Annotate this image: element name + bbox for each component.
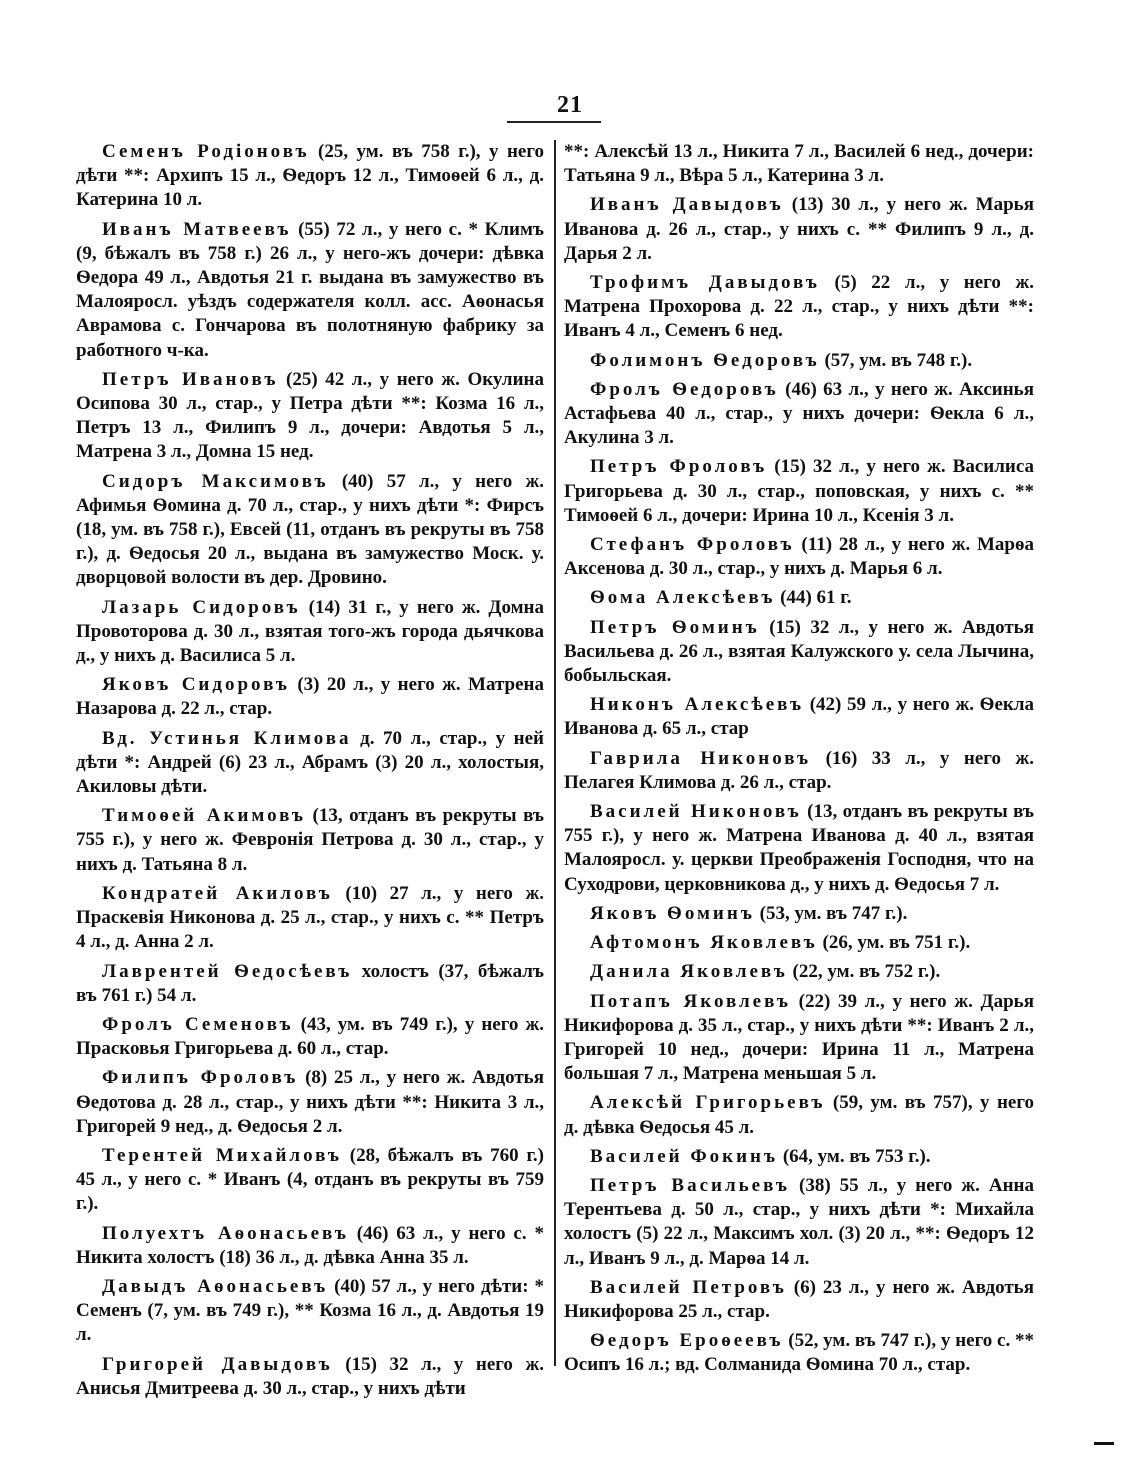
person-name: Потапъ Яковлевъ [590,990,791,1012]
person-name: Афтомонъ Яковлевъ [590,932,818,954]
census-entry [76,140,544,213]
census-entry [564,533,1034,581]
person-name: Вд. Устинья Климова [102,727,352,749]
entry-text: (15) 32 л., у него ж. Авдотья Васильева д. 26 л., взятая Калужского у. села Лычина, бобыльская. [564,616,1034,687]
entry-text: (10) 27 л., у него ж. Праскевія Никонова д. 25 л., стар., у нихъ с. ** Петръ 4 л., д. Анна 2 л. [76,882,544,953]
census-entry [76,960,544,1008]
census-entry [564,349,1034,373]
entry-text: (16) 33 л., у него ж. Пелагея Климова д. 26 л., стар. [564,747,1034,793]
person-name: Давыдъ Аѳонасьевъ [102,1275,329,1297]
census-entry [76,368,544,465]
census-entry [564,902,1034,926]
entry-text: (6) 23 л., у него ж. Авдотья Никифорова 25 л., стар. [564,1276,1034,1322]
entry-text: (44) 61 г. [775,587,852,609]
person-name: Алексѣй Григорьевъ [590,1092,826,1114]
census-entry [564,960,1034,984]
person-name: Никонъ Алексѣевъ [590,694,805,716]
census-entry [564,1174,1034,1271]
person-name: Кондратей Акиловъ [102,882,333,904]
page-number: 21 [557,92,583,118]
entry-text: (13, отданъ въ рекруты въ 755 г.), у него ж. Матрена Иванова д. 40 л., взятая Малояросл. у. церкви Преображенія Господня, что на Суходрови, церковникова д., у нихъ д. Ѳедосья 7 л. [564,801,1034,895]
census-entry [564,455,1034,528]
entry-text: (59, ум. въ 757), у него д. дѣвка Ѳедосья 45 л. [564,1092,1034,1138]
person-name: Василей Фокинъ [590,1145,779,1167]
person-name: Петръ Ѳоминъ [590,616,760,638]
entry-text: (15) 32 л., у него ж. Анисья Дмитреева д. 30 л., стар., у нихъ дѣти [76,1353,544,1399]
census-entry [564,1145,1034,1169]
person-name: Гаврила Никоновъ [590,747,812,769]
person-name: Петръ Фроловъ [590,456,768,478]
entry-text: (15) 32 л., у него ж. Василиса Григорьева д. 30 л., стар., поповская, у нихъ с. ** Тимоѳей 6 л., дочери: Ирина 10 л., Ксенія 3 л. [564,456,1035,526]
entry-text: (25) 42 л., у него ж. Окулина Осипова 30 л., стар., у Петра дѣти **: Козма 16 л., Петръ 13 л., Филипъ 9 л., дочери: Авдотья 5 л., Матрена 3 л., Домна 15 нед. [76,368,544,463]
person-name: Семенъ Родіоновъ [102,141,310,162]
census-entry [76,596,544,669]
person-name: Филипъ Фроловъ [102,1067,299,1089]
census-entry [564,193,1034,266]
person-name: Лаврентей Ѳедосѣевъ [102,960,353,982]
person-name: Трофимъ Давыдовъ [590,272,820,294]
left-column [76,140,544,1406]
census-entry [76,1353,544,1401]
census-entry [564,586,1034,610]
entry-text: (64, ум. въ 753 г.). [778,1145,931,1167]
census-entry [76,882,544,955]
person-name: Фролъ Ѳедоровъ [590,378,779,400]
person-name: Петръ Ивановъ [102,368,279,390]
census-entry [564,1091,1034,1139]
person-name: Ѳома Алексѣевъ [590,587,776,609]
census-entry [76,727,544,800]
census-entry [564,1329,1034,1377]
person-name: Стефанъ Фроловъ [590,534,795,556]
page-edge-mark [1094,1442,1114,1445]
right-column [564,140,1034,1383]
census-entry [564,931,1034,955]
entry-text: (8) 25 л., у него ж. Авдотья Ѳедотова д. 28 л., стар., у нихъ дѣти **: Никита 3 л., Григорей 9 нед., д. Ѳедосья 2 л. [76,1067,544,1137]
entry-text: (40) 57 л., у него дѣти: * Семенъ (7, ум. въ 749 г.), ** Козма 16 л., д. Авдотья 19 л. [76,1275,544,1346]
person-name: Григорей Давыдовъ [102,1353,333,1375]
census-entry [76,1275,544,1348]
entry-text: (43, ум. въ 749 г.), у него ж. Прасковья Григорьева д. 60 л., стар. [76,1013,544,1060]
census-entry [76,804,544,877]
entry-text: (3) 20 л., у него ж. Матрена Назарова д. 22 л., стар. [76,674,544,720]
person-name: Василей Никоновъ [590,801,802,823]
person-name: Василей Петровъ [590,1276,787,1298]
entry-text: (13, отданъ въ рекруты въ 755 г.), у него ж. Февронія Петрова д. 30 л., стар., у нихъ д. Татьяна 8 л. [76,805,544,875]
entry-text: (42) 59 л., у него ж. Ѳекла Иванова д. 65 л., стар [564,694,1034,740]
entry-text: (57, ум. въ 748 г.). [819,349,973,371]
column-divider [554,140,556,1366]
person-name: Иванъ Давыдовъ [590,194,784,216]
census-entry [76,1013,544,1061]
person-name: Яковъ Ѳоминъ [590,902,755,924]
entry-text: **: Алексѣй 13 л., Никита 7 л., Василей 6 нед., дочери: Татьяна 9 л., Вѣра 5 л., Катерина 3 л. [564,141,1034,187]
census-entry [564,693,1034,741]
entry-text: (25, ум. въ 758 г.), у него дѣти **: Архипъ 15 л., Ѳедоръ 12 л., Тимоѳей 6 л., д. Катерина 10 л. [76,141,544,211]
entry-text: (40) 57 л., у него ж. Афимья Ѳомина д. 70 л., стар., у нихъ дѣти *: Фирсъ (18, ум. въ 758 г.), Евсей (11, отданъ въ рекруты въ 758 г.), д. Ѳедосья 20 л., выдана въ замужество Моск. у. дворцовой волости въ дер. Дровино. [76,470,544,589]
person-name: Яковъ Сидоровъ [102,674,290,696]
census-entry [564,990,1034,1087]
person-name: Иванъ Матвеевъ [102,218,292,240]
entry-text: д. 70 л., стар., у ней дѣти *: Андрей (6) 23 л., Абрамъ (3) 20 л., холостыя, Акиловы дѣти. [76,727,544,798]
person-name: Петръ Васильевъ [590,1174,790,1196]
entry-text: (55) 72 л., у него с. * Климъ (9, бѣжалъ въ 758 г.) 26 л., у него-жъ дочери: дѣвка Ѳедора 49 л., Авдотья 21 г. выдана въ замужество въ Малояросл. уѣздъ содержателя колл. асс. Аѳонасья Аврамова с. Гончарова въ полотняную фабрику за работного ч-ка. [76,218,544,361]
census-entry [564,616,1034,689]
person-name: Полуехтъ Аѳонасьевъ [102,1222,349,1244]
entry-text: (52, ум. въ 747 г.), у него с. ** Осипъ 16 л.; вд. Солманида Ѳомина 70 л., стар. [564,1330,1034,1376]
person-name: Лазарь Сидоровъ [102,596,301,618]
person-name: Ѳедоръ Ероѳеевъ [590,1330,784,1352]
entry-text: (46) 63 л., у него с. * Никита холостъ (18) 36 л., д. дѣвка Анна 35 л. [76,1222,544,1268]
entry-text: (46) 63 л., у него ж. Аксинья Астафьева 40 л., стар., у нихъ дочери: Ѳекла 6 л., Акулина 3 л. [564,378,1034,449]
person-name: Тимоѳей Акимовъ [102,805,306,827]
entry-text: холостъ (37, бѣжалъ въ 761 г.) 54 л. [76,960,544,1006]
person-name: Данила Яковлевъ [590,961,788,983]
census-entry [76,218,544,363]
entry-text: (53, ум. въ 747 г.). [754,902,908,924]
entry-text: (28, бѣжалъ въ 760 г.) 45 л., у него с. * Иванъ (4, отданъ въ рекруты въ 759 г.). [76,1144,545,1215]
person-name: Фролъ Семеновъ [102,1013,294,1035]
entry-text: (13) 30 л., у него ж. Марья Иванова д. 26 л., стар., у нихъ с. ** Филипъ 9 л., д. Дарья 2 л. [564,194,1035,264]
person-name: Сидоръ Максимовъ [102,470,329,492]
person-name: Терентей Михайловъ [102,1144,342,1166]
census-entry [564,140,1034,188]
entry-text: (22) 39 л., у него ж. Дарья Никифорова д. 35 л., стар., у нихъ дѣти **: Иванъ 2 л., Григорей 10 нед., дочери: Ирина 11 л., Матрена большая 7 л., Матрена меньшая 5 л. [564,990,1034,1085]
census-entry [76,1066,544,1139]
census-entry [564,747,1034,795]
census-entry [564,800,1034,897]
entry-text: (38) 55 л., у него ж. Анна Терентьева д. 50 л., стар., у нихъ дѣти *: Михайла холостъ (5) 22 л., Максимъ хол. (3) 20 л., **: Ѳедоръ 12 л., Иванъ 9 л., д. Марѳа 14 л. [564,1174,1034,1269]
census-entry [564,271,1034,344]
census-entry [76,1222,544,1270]
entry-text: (11) 28 л., у него ж. Марѳа Аксенова д. 30 л., стар., у нихъ д. Марья 6 л. [564,534,1035,580]
entry-text: (22, ум. въ 752 г.). [787,961,941,983]
entry-text: (5) 22 л., у него ж. Матрена Прохорова д. 22 л., стар., у нихъ дѣти **: Иванъ 4 л., Семенъ 6 нед. [564,272,1034,342]
entry-text: (14) 31 г., у него ж. Домна Провоторова д. 30 л., взятая того-жъ города дьячкова д., у нихъ д. Василиса 5 л. [76,596,544,667]
census-entry [76,470,544,591]
entry-text: (26, ум. въ 751 г.). [817,932,971,954]
census-entry [76,673,544,721]
census-entry [564,378,1034,451]
census-entry [564,1276,1034,1324]
header-rule [507,121,601,123]
person-name: Фолимонъ Ѳедоровъ [590,349,820,371]
census-entry [76,1144,544,1217]
